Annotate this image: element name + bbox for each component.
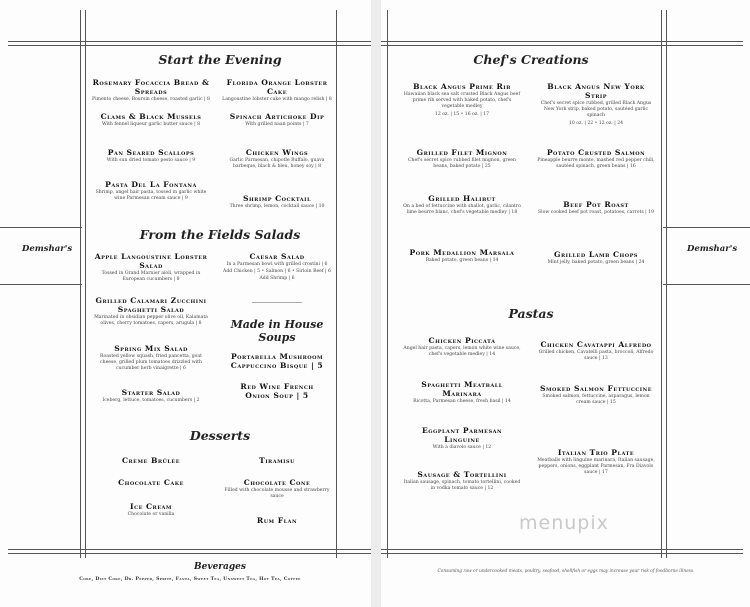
menu-item: Caesar Salad In a Parmesan bowl with grilled crostini | 6 Add Chicken | 5 • Salmon | 6 • Sirloin Beef | 6 Add Shrimp | 6	[223, 252, 331, 282]
salads-section-title: From the Fields Salads	[139, 227, 301, 242]
start-section-title: Start the Evening	[158, 52, 282, 67]
right-page-border-line-left	[387, 10, 388, 558]
menu-item: Crème Brûlée	[121, 456, 181, 465]
brand-rule-bottom-right	[663, 284, 750, 285]
menu-item: Sausage & Tortellini Italian sausage, spinach, tomato tortellini, cooked in vodka tomato sauce | 12	[403, 470, 521, 492]
desserts-section-title: Desserts	[189, 428, 251, 443]
left-page-border-line-right	[336, 10, 337, 558]
brand-name-left: Demshar's	[22, 244, 73, 254]
left-menu-page	[0, 0, 371, 607]
menu-item: Grilled Lamb Chops Mint jelly, baked potato, green beans | 24	[547, 250, 645, 265]
menu-item: Rum Flan	[256, 516, 298, 525]
menu-item: Rosemary Focaccia Bread & Spreads Pimento cheese, Boursin cheese, roasted garlic | 8	[92, 78, 210, 102]
menu-item: Pasta Del La Fontana Shrimp, angel hair pasta, tossed in garlic white wine Parmesan cream sauce | 9	[95, 180, 207, 202]
menu-item: Potato Crusted Salmon Pineapple beurre monte, mashed red pepper chili, sautéed spinach, green beans | 16	[537, 148, 655, 170]
menu-item: Spaghetti Meatball Marinara Ricotta, Parmesan cheese, fresh basil | 14	[413, 380, 511, 404]
menu-item: Starter Salad Iceberg, lettuce, tomatoes, cucumbers | 2	[102, 388, 200, 403]
menu-item: Chicken Piccata Angel hair pasta, capers, lemon white wine sauce, chef's vegetable medley | 14	[403, 336, 521, 358]
menu-item: Shrimp Cocktail Three shrimp, lemon, cocktail sauce | 10	[229, 194, 325, 209]
menu-item: Grilled Halibut On a bed of fettuccine with shallot, garlic, cilantro lime beurre blanc, chef's vegetable medley | 18	[403, 194, 521, 216]
menu-item: Eggplant Parmesan Linguine With a diavolo sauce | 12	[421, 426, 503, 450]
menu-item: Tiramisu	[259, 456, 295, 465]
menu-item: Grilled Calamari Zucchini Spaghetti Salad Marinated in obsidian pepper olive oil, Kalamata olives, cherry tomatoes, capers, arugula | 8	[94, 296, 208, 327]
menu-item: Smoked Salmon Fettuccine Smoked salmon, fettuccine, asparagus, lemon cream sauce | 15	[540, 384, 652, 406]
left-bottom-rule	[8, 549, 372, 554]
brand-rule-top-right	[663, 227, 750, 228]
menu-item: Italian Trio Plate Meatballs with linguine marinara, Italian sausage, peppers, onions, eggplant Parmesan, Fra Diavolo sauce | 17	[537, 448, 655, 476]
footnote: Consuming raw or undercooked meats, poultry, seafood, shellfish or eggs may increase your risk of foodborne illness.	[437, 569, 695, 574]
brand-rule-bottom	[0, 284, 82, 285]
menu-item: Chicken Wings Garlic Parmesan, chipotle Buffalo, guava barbeque, black & bleu, honey soy | 8	[229, 148, 325, 170]
soups-section-title: Made in House Soups	[230, 318, 324, 344]
menu-item: Spring Mix Salad Roasted yellow squash, fried pancetta, goat cheese, grilled plum tomatoes drizzled with cucumber herb vinaigrette | 6	[100, 344, 202, 372]
watermark-logo: menupix	[519, 512, 609, 534]
menu-item: Florida Orange Lobster Cake Langoustine lobster cake with mango relish | 8	[222, 78, 332, 102]
menu-item: Chocolate Cone Filled with chocolate mousse and strawberry sauce	[224, 478, 330, 500]
menu-item: Beef Pot Roast Slow cooked beef pot roast, potatoes, carrots | 19	[537, 200, 655, 215]
page-gutter	[371, 0, 381, 607]
menu-item: Ice Cream Chocolate or vanilla	[127, 502, 175, 517]
pastas-section-title: Pastas	[508, 306, 554, 321]
brand-name-right: Demshar's	[687, 244, 738, 254]
brand-rule-top	[0, 227, 82, 228]
right-bottom-rule	[381, 549, 743, 554]
menu-item: Portabella Mushroom Cappuccino Bisque | 5	[230, 352, 324, 370]
menu-item: Spinach Artichoke Dip With grilled naan points | 7	[229, 112, 325, 127]
left-top-rule	[8, 41, 372, 46]
menu-item: Clams & Black Mussels With fennel liqueur garlic butter sauce | 8	[100, 112, 202, 127]
menu-item: Pork Medallion Marsala Baked potato, green beans | 14	[409, 248, 515, 263]
menu-item: Chocolate Cake	[118, 478, 184, 487]
menu-item: Chicken Cavatappi Alfredo Grilled chicken, Cavatelli pasta, broccoli, Alfredo sauce | 13	[538, 340, 654, 362]
menu-item: Black Angus Prime Rib Hawaiian black sea salt crusted Black Angus beef prime rib served with baked potato, chef's vegetable medley 12 oz. | 15 • 16 oz. | 17	[403, 82, 521, 117]
beverages-list: Coke, Diet Coke, Dr. Pepper, Sprite, Fanta, Sweet Tea, Unsweet Tea, Hot Tea, Coffee	[79, 577, 301, 582]
menu-item: Grilled Filet Mignon Chef's secret spice rubbed filet mignon, green beans, baked potato | 25	[408, 148, 516, 170]
beverages-title: Beverages	[194, 562, 246, 572]
divider	[252, 302, 302, 303]
menu-item: Apple Langoustine Lobster Salad Tossed in Grand Marnier aioli, wrapped in European cucumbers | 8	[94, 252, 208, 283]
menu-item: Black Angus New York Strip Chef's secret spice rubbed, grilled Black Angus New York strip, baked potato, sautéed garlic spinach 10 oz. | 22 • 12 oz. | 24	[540, 82, 652, 126]
chefs-section-title: Chef's Creations	[473, 52, 589, 67]
menu-item: Red Wine French Onion Soup | 5	[240, 382, 314, 400]
menu-item: Pan Seared Scallops With sun dried tomato pesto sauce | 9	[106, 148, 196, 163]
right-top-rule	[381, 41, 743, 46]
right-menu-page	[381, 0, 750, 607]
